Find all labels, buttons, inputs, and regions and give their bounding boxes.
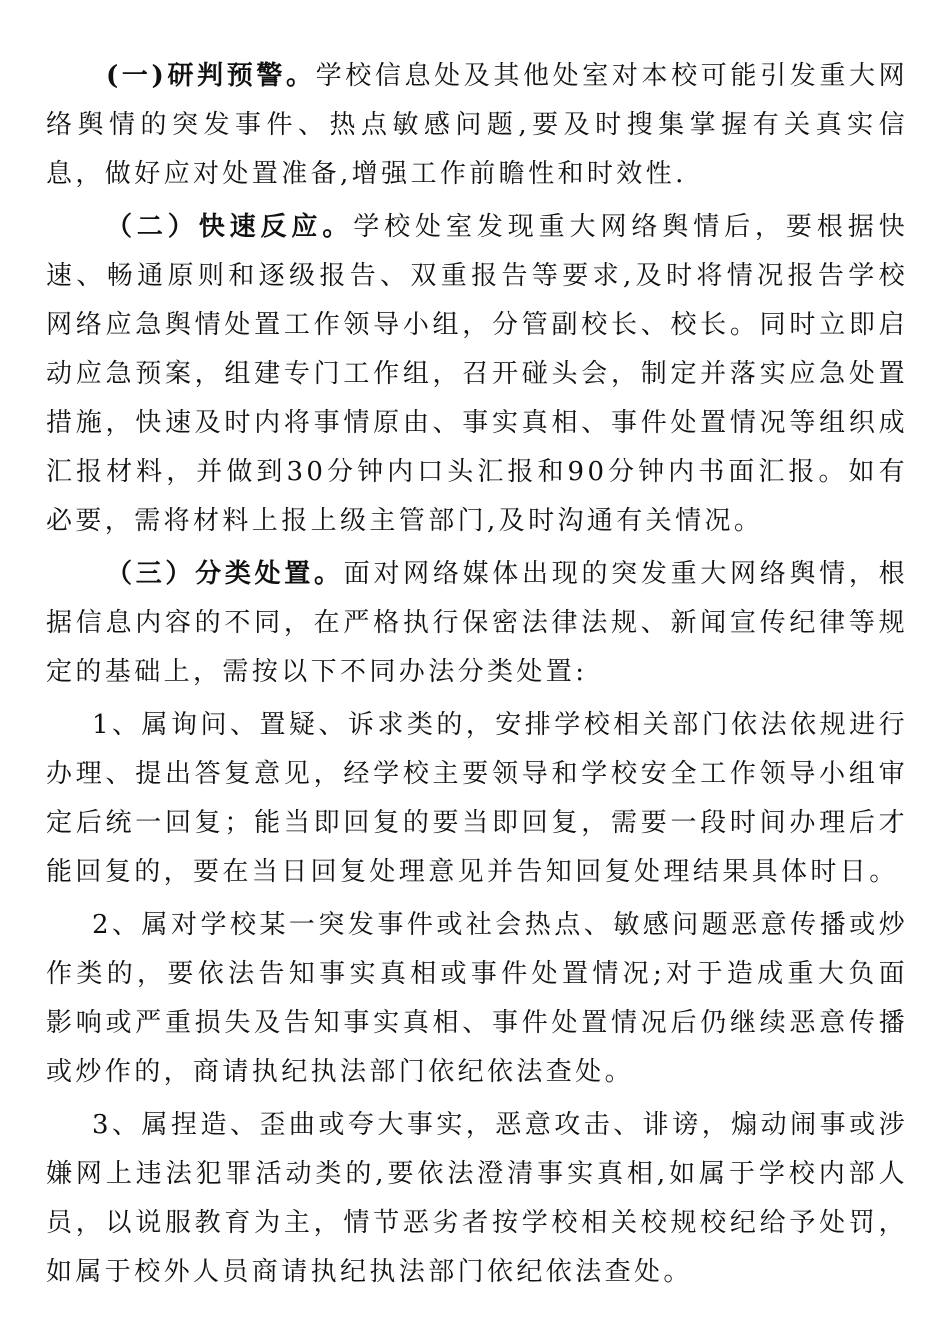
section-research-warning [46,52,908,199]
section-body: 学校信息处及其他处室对本校可能引发重大网络舆情的突发事件、热点敏感问题,要及时搜集掌握有关真实信息，做好应对处置准备,增强工作前瞻性和时效性. [46,61,908,189]
document-page [46,52,908,1301]
section-body: 面对网络媒体出现的突发重大网络舆情，根据信息内容的不同，在严格执行保密法律法规、新闻宣传纪律等规定的基础上，需按以下不同办法分类处置: [46,559,909,687]
section-rapid-response [46,203,908,546]
section-heading: （二）快速反应。 [106,212,354,242]
section-heading: （三）分类处置。 [106,559,344,589]
list-item: 2、属对学校某一突发事件或社会热点、敏感问题恶意传播或炒作类的，要依法告知事实真相或事件处置情况;对于造成重大负面影响或严重损失及告知事实真相、事件处置情况后仍继续恶意传播或炒作的，商请执纪执法部门依纪依法查处。 [46,910,908,1087]
list-item: 3、属捏造、歪曲或夸大事实，恶意攻击、诽谤，煽动闹事或涉嫌网上违法犯罪活动类的,要依法澄清事实真相,如属于学校内部人员，以说服教育为主，情节恶劣者按学校相关校规校纪给予处罚，如属于校外人员商请执纪执法部门依纪依法查处。 [46,1110,908,1287]
list-item: 1、属询问、置疑、诉求类的，安排学校相关部门依法依规进行办理、提出答复意见，经学校主要领导和学校安全工作领导小组审定后统一回复；能当即回复的要当即回复，需要一段时间办理后才能回复的，要在当日回复处理意见并告知回复处理结果具体时日。 [46,710,908,887]
section-classified-handling [46,550,908,697]
section-body: 学校处室发现重大网络舆情后，要根据快速、畅通原则和逐级报告、双重报告等要求,及时将情况报告学校网络应急舆情处置工作领导小组，分管副校长、校长。同时立即启动应急预案，组建专门工作组，召开碰头会，制定并落实应急处置措施，快速及时内将事情原由、事实真相、事件处置情况等组织成汇报材料，并做到30分钟内口头汇报和90分钟内书面汇报。如有必要，需将材料上报上级主管部门,及时沟通有关情况。 [46,212,908,536]
section-heading: (一)研判预警。 [106,61,316,91]
